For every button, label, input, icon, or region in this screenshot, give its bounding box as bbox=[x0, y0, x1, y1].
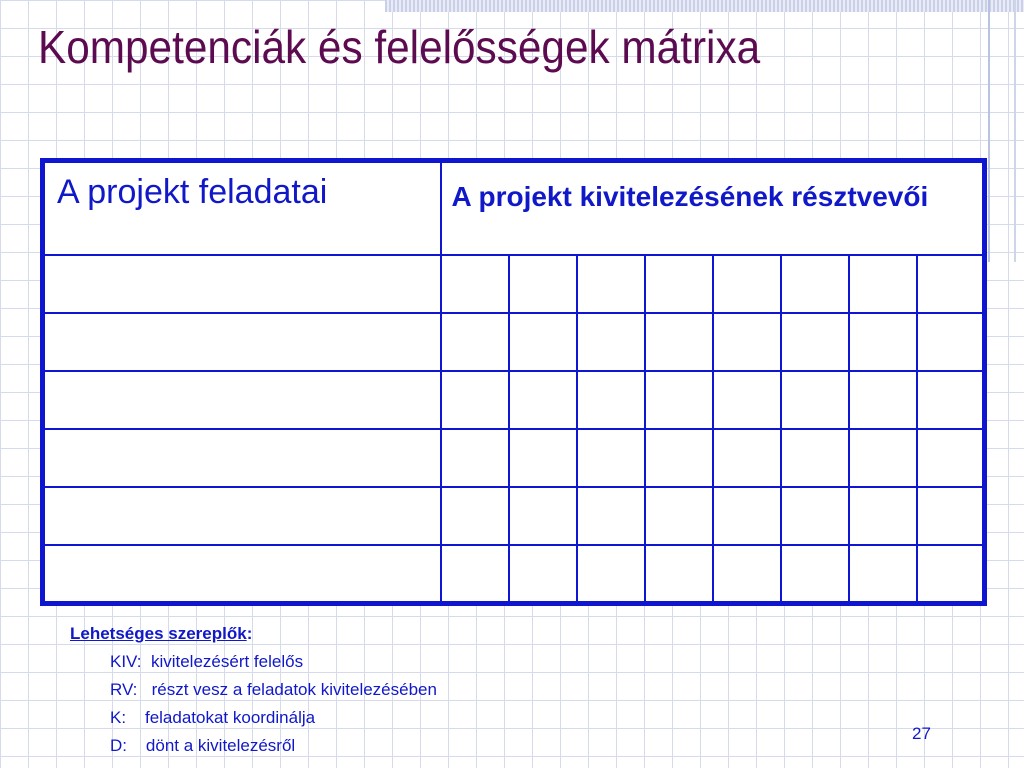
legend-item-kiv bbox=[110, 648, 437, 676]
participant-cell[interactable] bbox=[509, 545, 577, 603]
table-row bbox=[43, 487, 985, 545]
participant-cell[interactable] bbox=[713, 371, 781, 429]
participant-cell[interactable] bbox=[509, 429, 577, 487]
participant-cell[interactable] bbox=[917, 255, 985, 313]
participant-cell[interactable] bbox=[645, 371, 713, 429]
participant-cell[interactable] bbox=[645, 255, 713, 313]
page-number: 27 bbox=[912, 724, 931, 743]
participant-cell[interactable] bbox=[849, 313, 917, 371]
participant-cell[interactable] bbox=[713, 545, 781, 603]
table-row bbox=[43, 313, 985, 371]
participant-cell[interactable] bbox=[917, 371, 985, 429]
participant-cell[interactable] bbox=[781, 255, 849, 313]
participant-cell[interactable] bbox=[849, 545, 917, 603]
legend-code: D: bbox=[110, 736, 127, 755]
participant-cell[interactable] bbox=[577, 545, 645, 603]
participant-cell[interactable] bbox=[441, 487, 509, 545]
participant-cell[interactable] bbox=[917, 429, 985, 487]
participant-cell[interactable] bbox=[509, 371, 577, 429]
participant-cell[interactable] bbox=[713, 255, 781, 313]
participant-cell[interactable] bbox=[509, 487, 577, 545]
decorative-rule bbox=[988, 0, 990, 262]
participant-cell[interactable] bbox=[509, 255, 577, 313]
legend-text: feladatokat koordinálja bbox=[144, 708, 316, 727]
legend-item-k bbox=[110, 704, 437, 732]
participant-cell[interactable] bbox=[645, 429, 713, 487]
participant-cell[interactable] bbox=[781, 313, 849, 371]
participant-cell[interactable] bbox=[781, 371, 849, 429]
participant-cell[interactable] bbox=[849, 371, 917, 429]
table-row bbox=[43, 545, 985, 603]
participant-cell[interactable] bbox=[577, 487, 645, 545]
participant-cell[interactable] bbox=[849, 487, 917, 545]
participant-cell[interactable] bbox=[441, 371, 509, 429]
participant-cell[interactable] bbox=[917, 487, 985, 545]
legend-code: K: bbox=[110, 708, 127, 727]
header-tasks: A projekt feladatai bbox=[43, 161, 441, 255]
participant-cell[interactable] bbox=[713, 429, 781, 487]
participant-cell[interactable] bbox=[713, 313, 781, 371]
decorative-top-band bbox=[385, 0, 1024, 12]
legend-text: kivitelezésért felelős bbox=[150, 652, 304, 671]
slide-title: Kompetenciák és felelősségek mátrixa bbox=[38, 21, 761, 73]
participant-cell[interactable] bbox=[713, 487, 781, 545]
table-header-row bbox=[43, 161, 985, 255]
legend-item-rv bbox=[110, 676, 437, 704]
task-cell[interactable] bbox=[43, 487, 441, 545]
participant-cell[interactable] bbox=[917, 313, 985, 371]
participant-cell[interactable] bbox=[577, 255, 645, 313]
participant-cell[interactable] bbox=[441, 545, 509, 603]
legend-text: részt vesz a feladatok kivitelezésében bbox=[151, 680, 437, 699]
participant-cell[interactable] bbox=[441, 255, 509, 313]
table-row bbox=[43, 429, 985, 487]
legend-title bbox=[70, 620, 437, 648]
participant-cell[interactable] bbox=[645, 313, 713, 371]
participant-cell[interactable] bbox=[849, 429, 917, 487]
legend-title-text: Lehetséges szereplők bbox=[70, 624, 247, 643]
participant-cell[interactable] bbox=[645, 545, 713, 603]
participant-cell[interactable] bbox=[577, 313, 645, 371]
task-cell[interactable] bbox=[43, 313, 441, 371]
participant-cell[interactable] bbox=[509, 313, 577, 371]
participant-cell[interactable] bbox=[645, 487, 713, 545]
decorative-rule bbox=[1014, 0, 1016, 262]
legend-code: RV: bbox=[110, 680, 138, 699]
table-row bbox=[43, 255, 985, 313]
participant-cell[interactable] bbox=[917, 545, 985, 603]
participant-cell[interactable] bbox=[577, 371, 645, 429]
legend-title-colon: : bbox=[246, 624, 253, 643]
task-cell[interactable] bbox=[43, 429, 441, 487]
participant-cell[interactable] bbox=[781, 487, 849, 545]
participant-cell[interactable] bbox=[781, 545, 849, 603]
participant-cell[interactable] bbox=[577, 429, 645, 487]
task-cell[interactable] bbox=[43, 545, 441, 603]
header-participants: A projekt kivitelezésének résztvevői bbox=[441, 161, 985, 255]
task-cell[interactable] bbox=[43, 255, 441, 313]
legend bbox=[70, 620, 437, 760]
task-cell[interactable] bbox=[43, 371, 441, 429]
legend-code: KIV: bbox=[110, 652, 142, 671]
participant-cell[interactable] bbox=[441, 429, 509, 487]
participant-cell[interactable] bbox=[781, 429, 849, 487]
participant-cell[interactable] bbox=[441, 313, 509, 371]
table-row bbox=[43, 371, 985, 429]
legend-item-d bbox=[110, 732, 437, 760]
responsibility-matrix bbox=[40, 158, 987, 606]
participant-cell[interactable] bbox=[849, 255, 917, 313]
legend-text: dönt a kivitelezésről bbox=[145, 736, 296, 755]
